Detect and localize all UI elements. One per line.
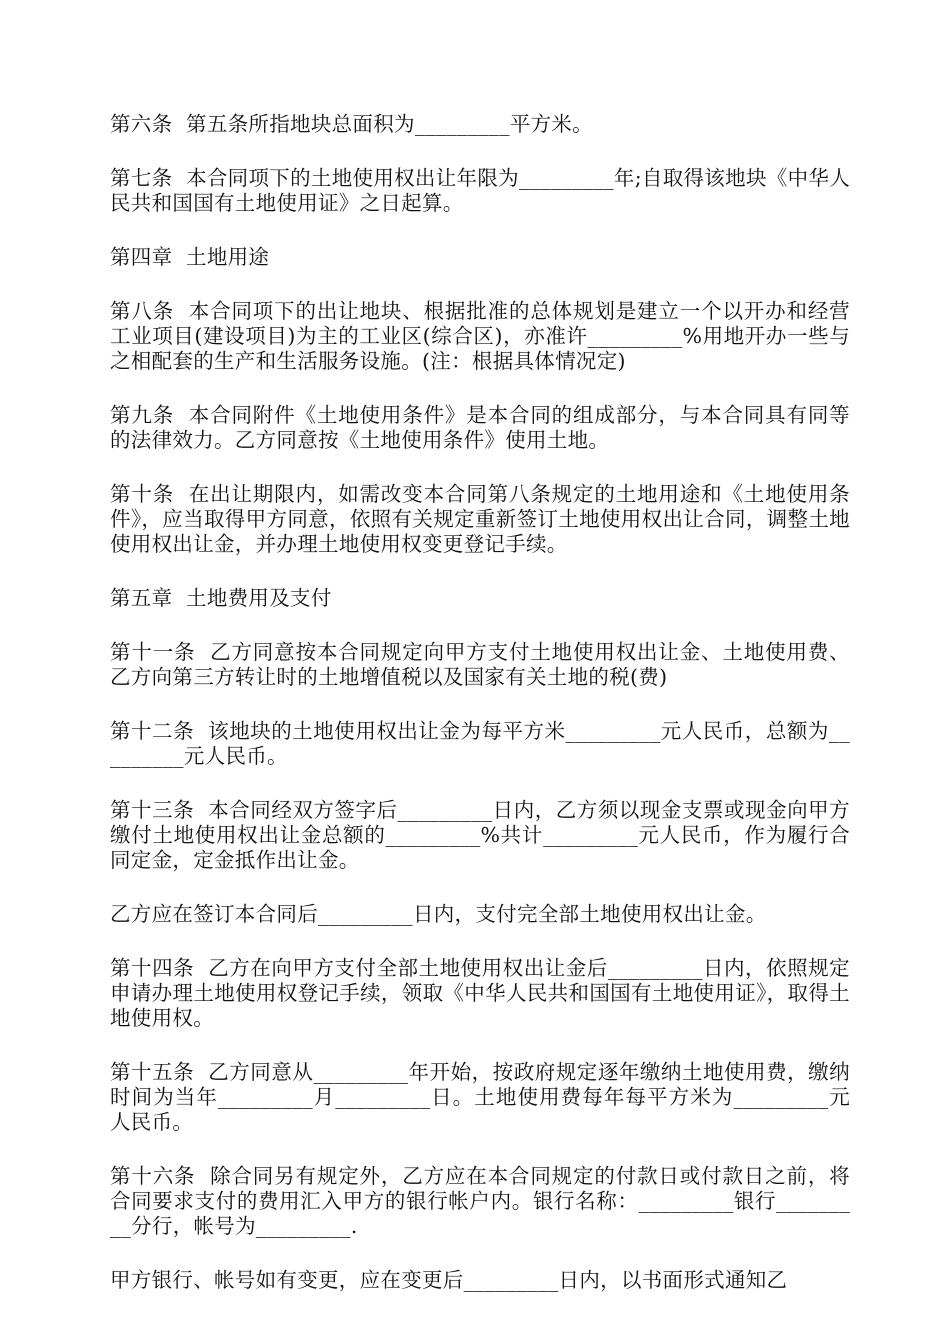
- chapter-5-heading: 第五章 土地费用及支付: [110, 586, 332, 610]
- article-16-supplement: 甲方银行、帐号如有变更，应在变更后_________日内，以书面形式通知乙: [110, 1268, 788, 1292]
- article-11: 第十一条 乙方同意按本合同规定向甲方支付土地使用权出让金、土地使用费、乙方向第三方转让时的土地增值税以及国家有关土地的税(费): [110, 640, 850, 689]
- article-7: 第七条 本合同项下的土地使用权出让年限为_________年;自取得该地块《中华人民共和国国有土地使用证》之日起算。: [110, 166, 850, 215]
- article-15: 第十五条 乙方同意从_________年开始，按政府规定逐年缴纳土地使用费，缴纳时间为当年_________月_________日。土地使用费每年每平方米为_________元人民币。: [110, 1060, 850, 1134]
- article-8: 第八条 本合同项下的出让地块、根据批准的总体规划是建立一个以开办和经营工业项目(建设项目)为主的工业区(综合区)，亦准许_________%用地开办一些与之相配套的生产和生活服务设施。(注：根据具体情况定): [110, 299, 850, 373]
- article-12: 第十二条 该地块的土地使用权出让金为每平方米_________元人民币，总额为_________元人民币。: [110, 719, 850, 768]
- article-10: 第十条 在出让期限内，如需改变本合同第八条规定的土地用途和《土地使用条件》，应当取得甲方同意，依照有关规定重新签订土地使用权出让合同，调整土地使用权出让金，并办理土地使用权变更登记手续。: [110, 482, 850, 556]
- article-6: 第六条 第五条所指地块总面积为_________平方米。: [110, 112, 593, 136]
- article-13: 第十三条 本合同经双方签字后_________日内，乙方须以现金支票或现金向甲方缴付土地使用权出让金总额的_________%共计_________元人民币，作为履行合同定金，定金抵作出让金。: [110, 798, 850, 872]
- article-9: 第九条 本合同附件《土地使用条件》是本合同的组成部分，与本合同具有同等的法律效力。乙方同意按《土地使用条件》使用土地。: [110, 403, 850, 452]
- document-page: [110, 112, 850, 1322]
- article-14: 第十四条 乙方在向甲方支付全部土地使用权出让金后_________日内，依照规定申请办理土地使用权登记手续，领取《中华人民共和国国有土地使用证》，取得土地使用权。: [110, 956, 850, 1030]
- article-16: 第十六条 除合同另有规定外，乙方应在本合同规定的付款日或付款日之前，将合同要求支付的费用汇入甲方的银行帐户内。银行名称：_________银行_________分行，帐号为_________.: [110, 1164, 850, 1238]
- chapter-4-heading: 第四章 土地用途: [110, 245, 270, 269]
- article-13-supplement: 乙方应在签订本合同后_________日内，支付完全部土地使用权出让金。: [110, 902, 767, 926]
